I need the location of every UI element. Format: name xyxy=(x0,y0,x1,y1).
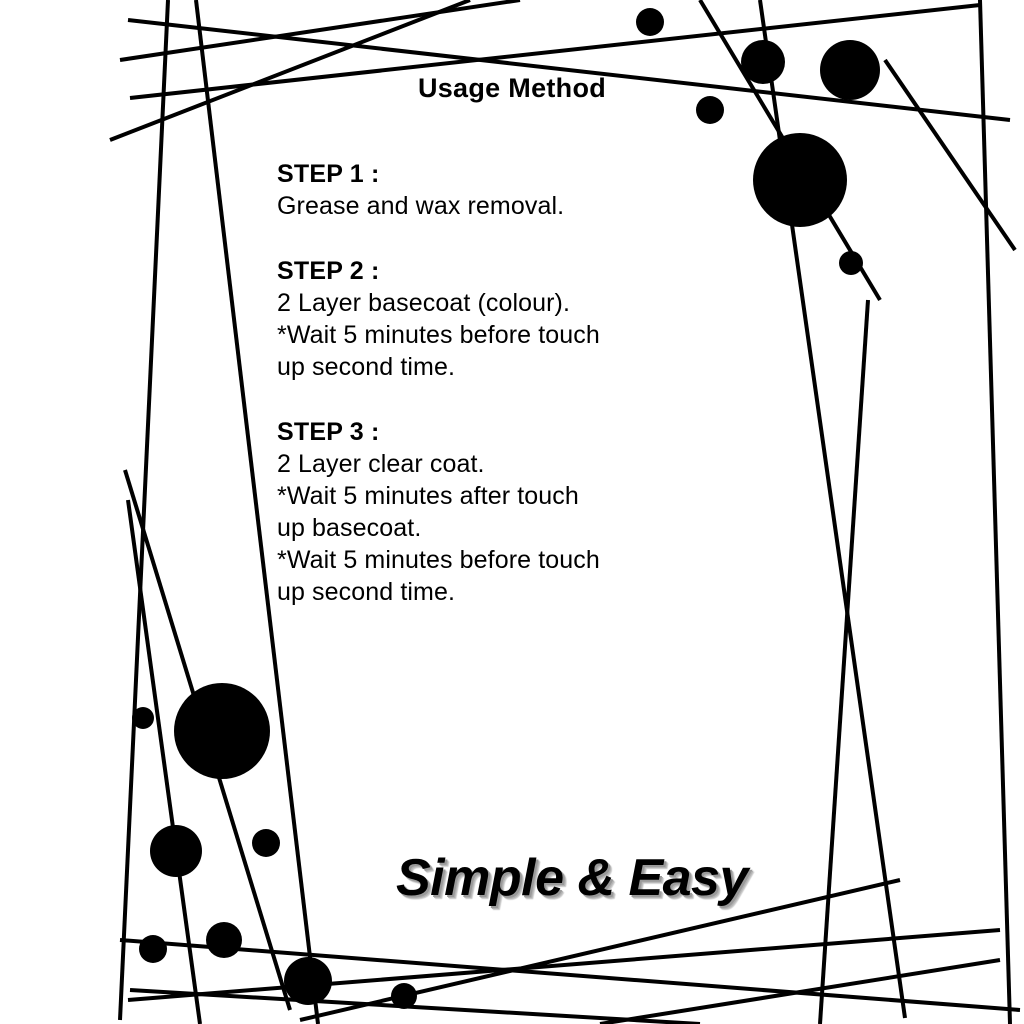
step-item-1 xyxy=(277,158,897,222)
steps-list xyxy=(277,158,897,641)
step-item-2 xyxy=(277,255,897,383)
step-line: Grease and wax removal. xyxy=(277,192,565,220)
tagline: Simple & Easy xyxy=(396,849,748,907)
step-line: up second time. xyxy=(277,578,455,606)
step-line: *Wait 5 minutes after touch xyxy=(277,482,579,510)
step-line: up second time. xyxy=(277,353,455,381)
step-line: up basecoat. xyxy=(277,514,422,542)
step-line: 2 Layer basecoat (colour). xyxy=(277,289,571,317)
step-line: 2 Layer clear coat. xyxy=(277,450,485,478)
step-line: *Wait 5 minutes before touch xyxy=(277,321,600,349)
step-heading: STEP 3 : xyxy=(277,418,380,446)
page-title: Usage Method xyxy=(417,73,607,103)
step-heading: STEP 1 : xyxy=(277,160,380,188)
step-line: *Wait 5 minutes before touch xyxy=(277,546,600,574)
step-item-3 xyxy=(277,416,897,608)
step-heading: STEP 2 : xyxy=(277,257,380,285)
